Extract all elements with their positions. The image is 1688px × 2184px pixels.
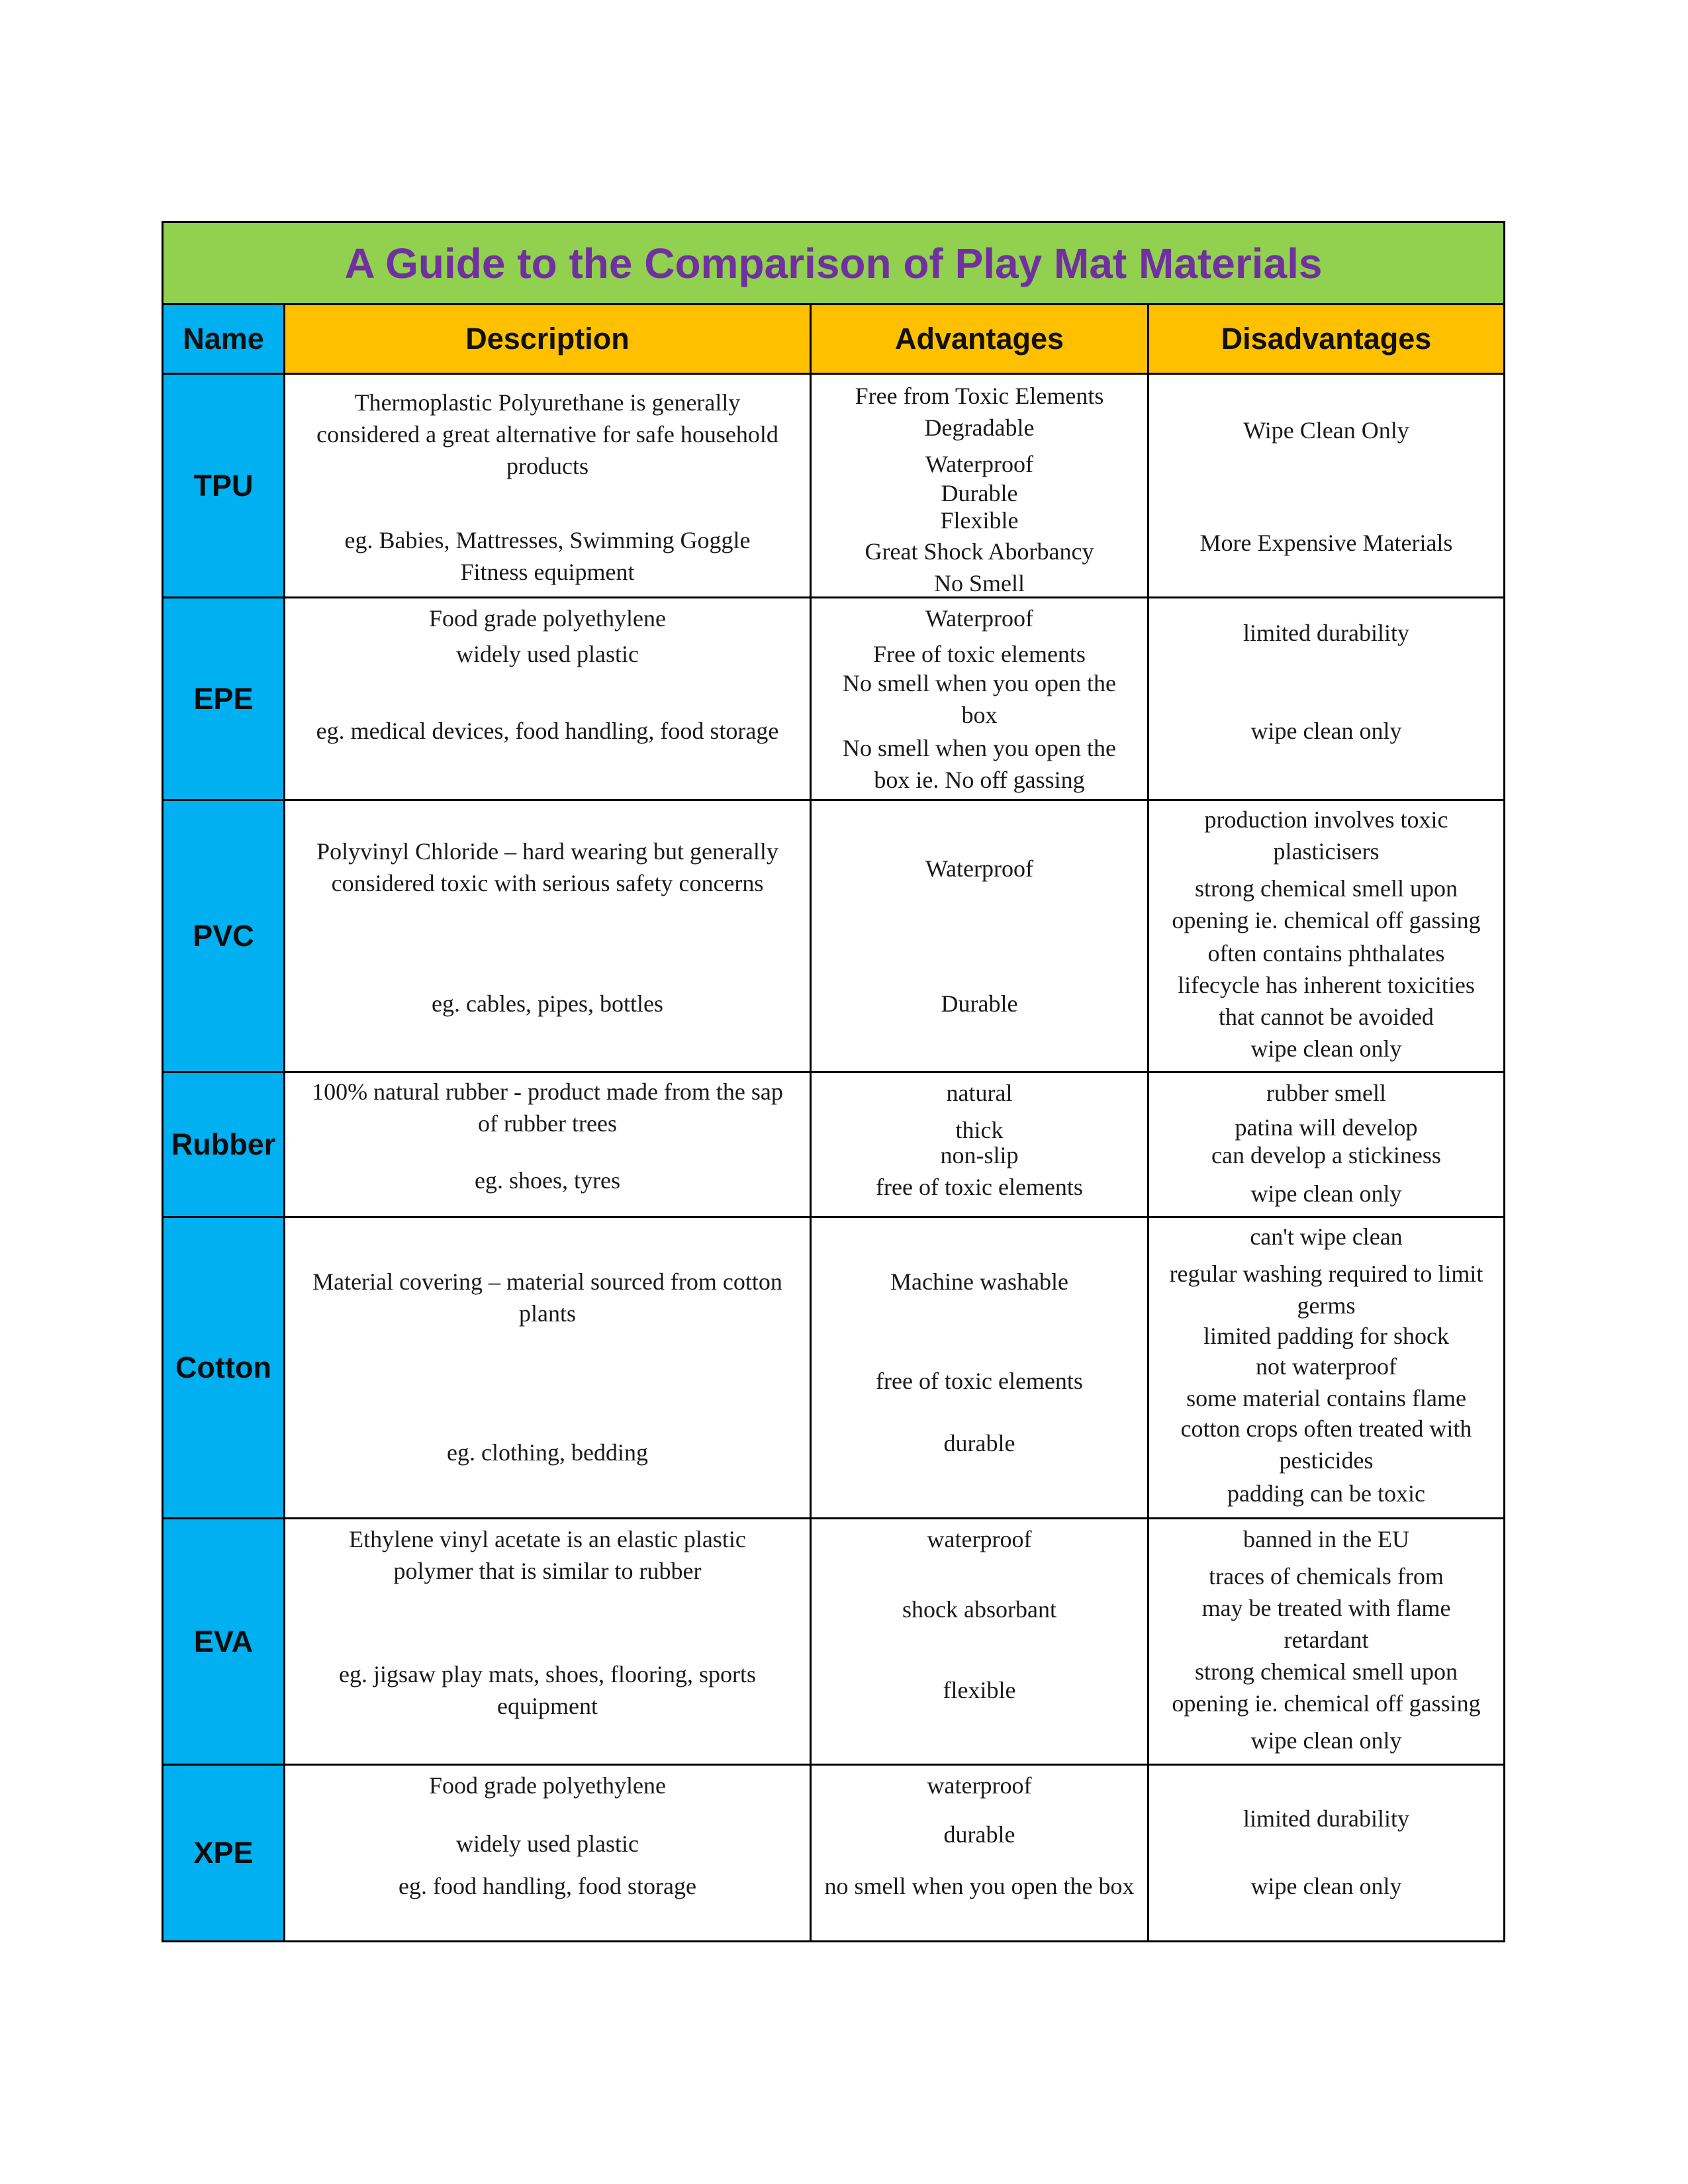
disadvantage-line: padding can be toxic [1227,1480,1425,1507]
header-name: Name [164,305,285,375]
description-line: Ethylene vinyl acetate is an elastic plastic [349,1526,746,1552]
description-line: equipment [497,1693,598,1719]
description-line: of rubber trees [478,1110,617,1137]
disadvantage-line: limited padding for shock [1203,1323,1449,1349]
row-name-cotton: Cotton [164,1218,285,1519]
disadvantage-line: wipe clean only [1250,1035,1402,1062]
disadvantage-line: plasticisers [1273,838,1380,865]
advantages-cell-epe [812,598,1149,801]
advantage-line: Durable [941,990,1018,1017]
description-cell-pvc [285,801,812,1073]
disadvantage-line: production involves toxic [1204,806,1448,833]
description-line: plants [519,1300,576,1327]
description-line: Thermoplastic Polyurethane is generally [354,389,741,416]
advantage-line: natural [946,1080,1013,1106]
advantages-cell-pvc [812,801,1149,1073]
disadvantage-line: Wipe Clean Only [1243,417,1409,444]
disadvantage-line: lifecycle has inherent toxicities [1178,972,1475,998]
description-line: considered a great alternative for safe household [316,421,778,448]
disadvantage-line: rubber smell [1266,1080,1386,1106]
description-line: eg. shoes, tyres [475,1167,620,1194]
disadvantage-line: retardant [1284,1627,1369,1653]
advantage-line: Durable [941,480,1018,506]
advantage-line: No Smell [933,570,1025,596]
disadvantage-line: limited durability [1243,1805,1409,1832]
disadvantages-cell-epe [1149,598,1503,801]
description-line: Food grade polyethylene [429,1772,666,1799]
row-name-tpu: TPU [164,375,285,598]
disadvantage-line: germs [1297,1292,1356,1319]
table-title: A Guide to the Comparison of Play Mat Materials [164,223,1503,305]
description-cell-rubber [285,1073,812,1218]
advantage-line: durable [943,1821,1015,1848]
description-line: eg. clothing, bedding [447,1439,648,1466]
advantages-cell-eva [812,1519,1149,1766]
row-name-rubber: Rubber [164,1073,285,1218]
disadvantage-line: opening ie. chemical off gassing [1172,1690,1481,1717]
advantage-line: Machine washable [890,1268,1068,1295]
advantage-line: box ie. No off gassing [874,767,1085,793]
disadvantages-cell-xpe [1149,1766,1503,1940]
disadvantage-line: often contains phthalates [1207,940,1445,967]
disadvantage-line: strong chemical smell upon [1195,1658,1458,1685]
advantage-line: No smell when you open the [843,670,1116,696]
disadvantages-cell-cotton [1149,1218,1503,1519]
disadvantages-cell-eva [1149,1519,1503,1766]
advantage-line: Flexible [940,507,1019,534]
advantage-line: Great Shock Aborbancy [865,538,1094,565]
advantage-line: thick [955,1117,1004,1143]
advantage-line: non-slip [940,1142,1019,1168]
description-line: Polyvinyl Chloride – hard wearing but generally [316,838,778,865]
description-line: widely used plastic [456,1830,639,1857]
advantage-line: box [961,702,998,728]
advantage-line: Degradable [924,414,1035,441]
row-name-pvc: PVC [164,801,285,1073]
description-line: eg. cables, pipes, bottles [432,990,663,1017]
description-cell-tpu [285,375,812,598]
description-line: Food grade polyethylene [429,605,666,632]
description-line: eg. food handling, food storage [399,1873,696,1899]
disadvantage-line: limited durability [1243,620,1409,646]
disadvantage-line: More Expensive Materials [1199,530,1453,556]
advantage-line: Free from Toxic Elements [855,383,1104,409]
advantage-line: flexible [943,1677,1016,1703]
advantages-cell-xpe [812,1766,1149,1940]
disadvantage-line: wipe clean only [1250,1180,1402,1207]
disadvantage-line: strong chemical smell upon [1195,875,1458,902]
description-line: polymer that is similar to rubber [393,1558,702,1584]
description-line: products [506,453,588,479]
row-name-epe: EPE [164,598,285,801]
description-line: Material covering – material sourced from cotton [312,1268,782,1295]
disadvantage-line: traces of chemicals from [1209,1563,1444,1590]
disadvantages-cell-pvc [1149,801,1503,1073]
advantage-line: No smell when you open the [843,735,1116,761]
header-description: Description [285,305,812,375]
description-cell-epe [285,598,812,801]
advantage-line: free of toxic elements [876,1368,1083,1394]
row-name-xpe: XPE [164,1766,285,1940]
description-line: eg. jigsaw play mats, shoes, flooring, sports [339,1661,756,1687]
disadvantage-line: cotton crops often treated with [1180,1415,1472,1442]
advantages-cell-tpu [812,375,1149,598]
advantage-line: free of toxic elements [876,1174,1083,1200]
advantage-line: Free of toxic elements [873,641,1086,667]
disadvantage-line: not waterproof [1256,1353,1397,1380]
advantage-line: no smell when you open the box [824,1873,1135,1899]
advantage-line: durable [943,1430,1015,1456]
description-line: eg. medical devices, food handling, food storage [316,718,779,744]
description-line: widely used plastic [456,641,639,667]
description-line: 100% natural rubber - product made from the sap [312,1078,783,1105]
advantage-line: Waterproof [925,451,1034,477]
description-cell-xpe [285,1766,812,1940]
disadvantage-line: some material contains flame [1186,1385,1466,1411]
disadvantage-line: patina will develop [1235,1114,1418,1141]
advantage-line: Waterproof [925,855,1034,882]
disadvantages-cell-rubber [1149,1073,1503,1218]
disadvantage-line: can't wipe clean [1250,1223,1403,1250]
advantage-line: Waterproof [925,605,1034,632]
advantage-line: waterproof [927,1772,1032,1799]
disadvantage-line: that cannot be avoided [1219,1004,1434,1030]
disadvantage-line: can develop a stickiness [1211,1142,1441,1168]
disadvantage-line: wipe clean only [1250,718,1402,744]
disadvantage-line: pesticides [1279,1447,1374,1474]
advantage-line: shock absorbant [902,1596,1056,1623]
disadvantage-line: may be treated with flame [1201,1595,1451,1621]
header-advantages: Advantages [812,305,1149,375]
advantage-line: waterproof [927,1526,1032,1552]
disadvantage-line: regular washing required to limit [1169,1260,1483,1287]
table-grid [164,305,1503,1940]
comparison-table [162,221,1505,1942]
disadvantage-line: banned in the EU [1243,1526,1409,1552]
description-cell-cotton [285,1218,812,1519]
disadvantages-cell-tpu [1149,375,1503,598]
header-disadvantages: Disadvantages [1149,305,1503,375]
row-name-eva: EVA [164,1519,285,1766]
disadvantage-line: opening ie. chemical off gassing [1172,907,1481,933]
description-line: Fitness equipment [460,559,635,585]
advantages-cell-rubber [812,1073,1149,1218]
description-line: considered toxic with serious safety concerns [331,870,764,896]
description-line: eg. Babies, Mattresses, Swimming Goggle [344,527,751,553]
disadvantage-line: wipe clean only [1250,1727,1402,1754]
disadvantage-line: wipe clean only [1250,1873,1402,1899]
description-cell-eva [285,1519,812,1766]
advantages-cell-cotton [812,1218,1149,1519]
